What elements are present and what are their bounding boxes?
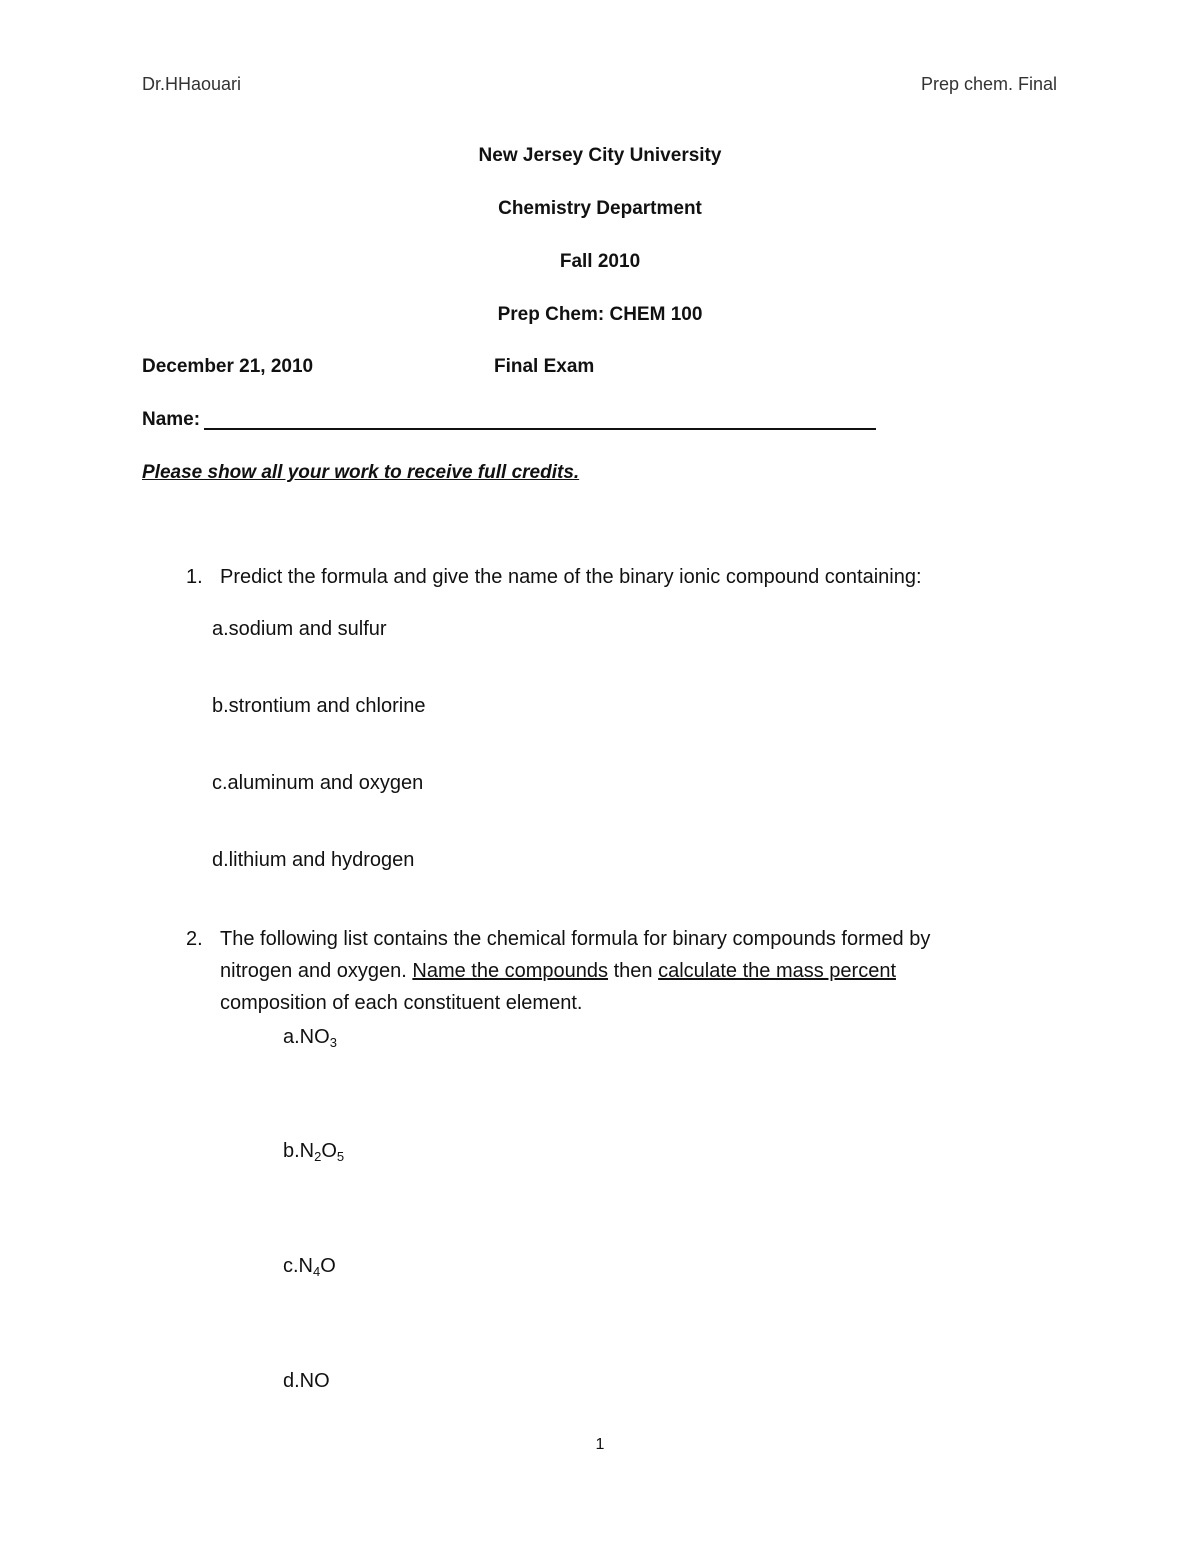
instruction-text: Please show all your work to receive full credits.: [142, 462, 580, 483]
q1-item-a: a.sodium and sulfur: [212, 618, 387, 640]
q2-item-b-sub1: 2: [314, 1149, 322, 1164]
q2-item-c: [283, 1255, 336, 1279]
course-title: Prep Chem: CHEM 100: [497, 304, 703, 325]
q2-item-b-mid: O: [321, 1140, 337, 1162]
name-field-line[interactable]: [204, 428, 876, 430]
q2-mass-percent: calculate the mass percent: [658, 960, 896, 982]
q2-line-3: composition of each constituent element.: [220, 992, 583, 1014]
term-title: Fall 2010: [559, 251, 641, 272]
exam-date: December 21, 2010: [142, 356, 314, 377]
q2-item-a-sub: 3: [329, 1035, 337, 1050]
q1-number: 1.: [186, 566, 203, 588]
q2-line-1: The following list contains the chemical formula for binary compounds formed by: [220, 928, 931, 950]
q2-item-b-sub2: 5: [336, 1149, 345, 1164]
q2-line-2: [220, 960, 896, 983]
q2-item-c-suffix: O: [320, 1255, 336, 1277]
q2-item-d: d.NO: [283, 1370, 330, 1392]
exam-label: Final Exam: [494, 356, 595, 377]
q2-line-2-pre: nitrogen and oxygen.: [220, 960, 413, 982]
q1-text: Predict the formula and give the name of the binary ionic compound containing:: [220, 566, 922, 588]
university-title: New Jersey City University: [478, 145, 722, 166]
q1-item-b: b.strontium and chlorine: [212, 695, 426, 717]
q1-item-d: d.lithium and hydrogen: [212, 849, 415, 871]
name-label: Name:: [142, 409, 201, 430]
q2-item-c-sub: 4: [313, 1264, 321, 1279]
q2-item-a-prefix: a.NO: [283, 1026, 330, 1048]
header-left: Dr.HHaouari: [142, 74, 242, 94]
q2-item-a: [283, 1026, 337, 1050]
q1-item-c: c.aluminum and oxygen: [212, 772, 424, 794]
q2-item-b-prefix: b.N: [283, 1140, 315, 1162]
q2-number: 2.: [186, 928, 203, 950]
q2-item-c-prefix: c.N: [283, 1255, 313, 1277]
q2-line-2-mid: then: [608, 960, 659, 982]
header-right: Prep chem. Final: [920, 74, 1057, 94]
department-title: Chemistry Department: [498, 198, 702, 219]
page-number: 1: [595, 1436, 605, 1453]
q2-name-compounds: Name the compounds: [412, 960, 609, 982]
q2-item-b: [283, 1140, 344, 1164]
